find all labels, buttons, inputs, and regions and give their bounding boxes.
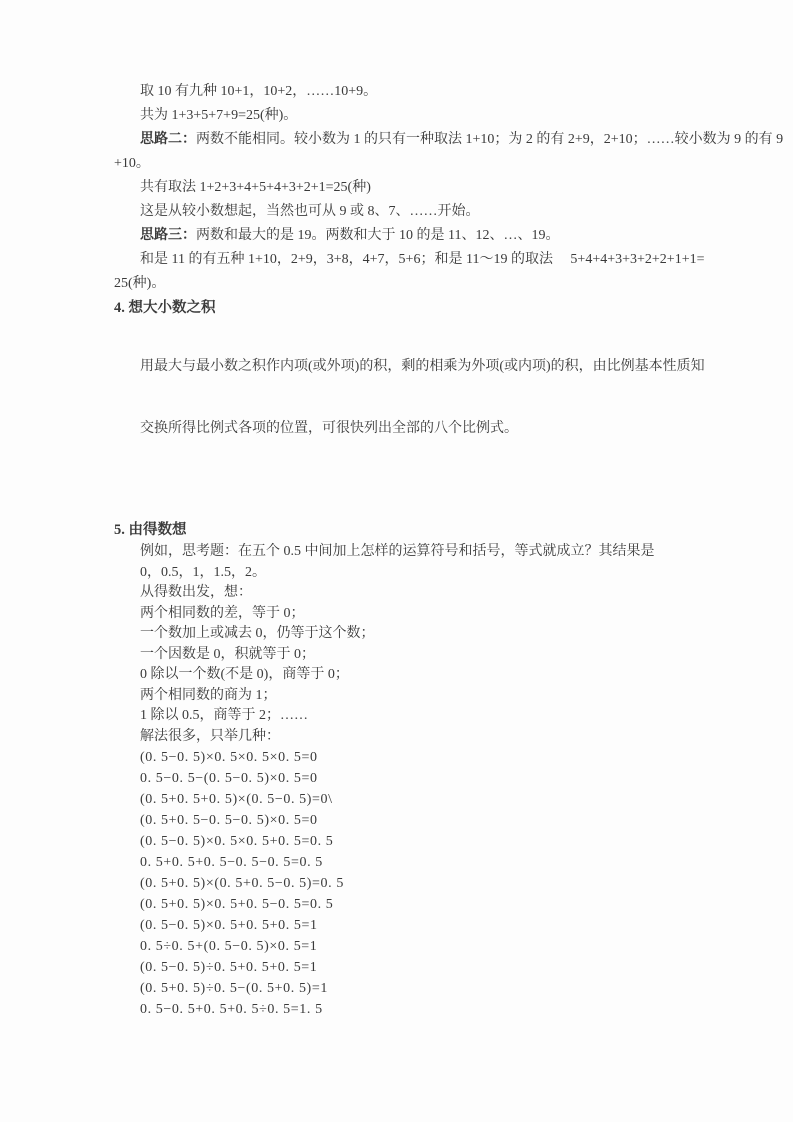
text-line: 一个因数是 0，积就等于 0； <box>140 646 315 662</box>
section-4-paragraph-1: 用最大与最小数之积作内项(或外项)的积，剩的相乘为外项(或内项)的积，由比例基本性质知 <box>140 359 705 374</box>
text-line: 一个数加上或减去 0，仍等于这个数； <box>140 626 375 641</box>
text-line: 两个相同数的商为 1； <box>140 687 277 703</box>
section-5-equations <box>114 747 689 1020</box>
text-line: 25(种)。 <box>114 276 166 291</box>
equation-line: 0. 5−0. 5−(0. 5−0. 5)×0. 5=0 <box>140 771 318 786</box>
section-4-heading: 4. 想大小数之积 <box>114 300 216 316</box>
text-line: 取 10 有九种 10+1，10+2，……10+9。 <box>140 84 378 99</box>
section-4-paragraph-2: 交换所得比例式各项的位置，可很快列出全部的八个比例式。 <box>140 421 518 436</box>
equation-line: (0. 5−0. 5)×0. 5×0. 5×0. 5=0 <box>140 750 318 765</box>
text-line: +10。 <box>114 156 150 171</box>
equation-line: (0. 5+0. 5+0. 5)×(0. 5−0. 5)=0\ <box>140 792 333 807</box>
equation-line: (0. 5−0. 5)÷0. 5+0. 5+0. 5=1 <box>140 960 318 975</box>
equation-line: (0. 5+0. 5−0. 5−0. 5)×0. 5=0 <box>140 813 318 828</box>
equation-line: (0. 5−0. 5)×0. 5×0. 5+0. 5=0. 5 <box>140 834 334 849</box>
bold-label: 思路二： <box>140 132 196 147</box>
equation-line: 0. 5+0. 5+0. 5−0. 5−0. 5=0. 5 <box>140 855 323 870</box>
text-line: 这是从较小数想起，当然也可从 9 或 8、7、……开始。 <box>140 204 480 219</box>
text-line: 共为 1+3+5+7+9=25(种)。 <box>140 108 298 123</box>
text-line: 共有取法 1+2+3+4+5+4+3+2+1=25(种) <box>140 180 371 195</box>
equation-line: (0. 5+0. 5)×0. 5+0. 5−0. 5=0. 5 <box>140 897 334 912</box>
text-line: 例如，思考题：在五个 0.5 中间加上怎样的运算符号和括号，等式就成立？其结果是 <box>140 544 655 559</box>
section-3-continuation <box>114 80 784 296</box>
text-line: 0 除以一个数(不是 0)，商等于 0； <box>140 667 349 682</box>
text-line: 从得数出发，想： <box>140 585 252 600</box>
bold-label: 思路三： <box>140 228 196 243</box>
text-line: 两个相同数的差，等于 0； <box>140 605 305 621</box>
text-line: 0，0.5，1，1.5，2。 <box>140 564 266 580</box>
section-5-intro <box>114 542 689 747</box>
text-run: 两数和最大的是 19。两数和大于 10 的是 11、12、…、19。 <box>196 228 560 243</box>
equation-line: 0. 5−0. 5+0. 5+0. 5÷0. 5=1. 5 <box>140 1002 323 1017</box>
equation-line: 0. 5÷0. 5+(0. 5−0. 5)×0. 5=1 <box>140 939 318 954</box>
text-line <box>114 224 689 248</box>
text-line: 和是 11 的有五种 1+10，2+9，3+8，4+7，5+6；和是 11～19 的取法 5+4+4+3+3+2+2+1+1= <box>140 252 705 267</box>
text-line: 1 除以 0.5，商等于 2；…… <box>140 708 308 723</box>
text-line <box>114 128 784 152</box>
equation-line: (0. 5+0. 5)×(0. 5+0. 5−0. 5)=0. 5 <box>140 876 344 891</box>
equation-line: (0. 5−0. 5)×0. 5+0. 5+0. 5=1 <box>140 918 318 933</box>
equation-line: (0. 5+0. 5)÷0. 5−(0. 5+0. 5)=1 <box>140 981 328 996</box>
text-line: 解法很多，只举几种： <box>140 728 280 744</box>
section-5-heading: 5. 由得数想 <box>114 522 187 538</box>
text-run: 两数不能相同。较小数为 1 的只有一种取法 1+10；为 2 的有 2+9，2+10；……较小数为 9 的有 9 <box>196 132 784 147</box>
